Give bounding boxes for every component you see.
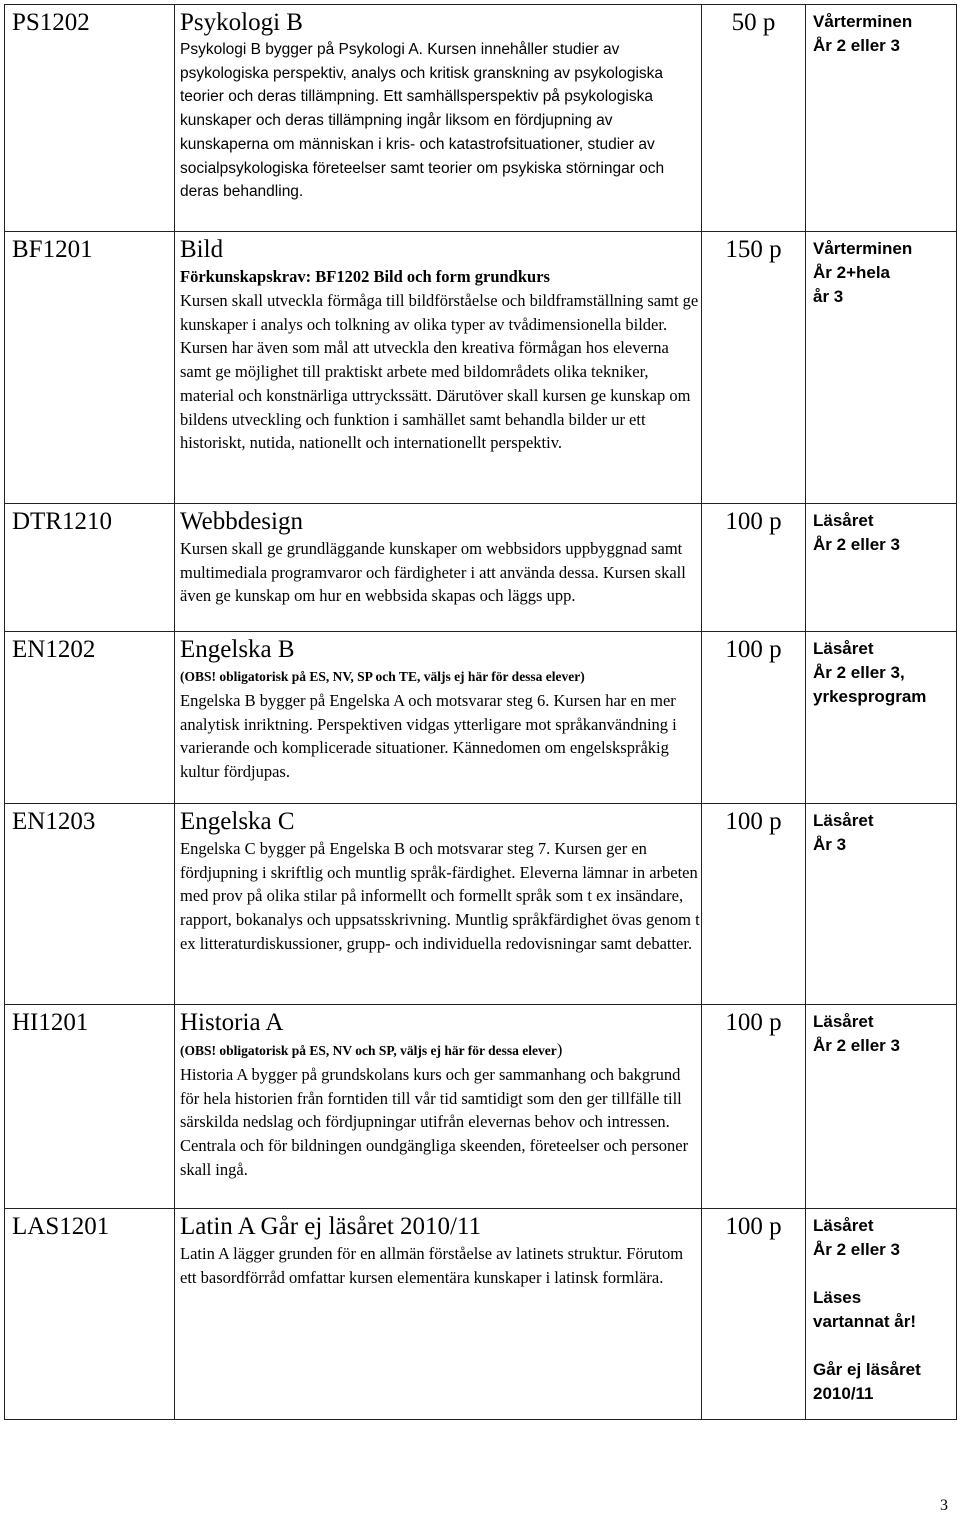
- course-title: Historia A: [180, 1009, 284, 1036]
- obs-note-text: (OBS! obligatorisk på ES, NV och SP, väljs ej här för dessa elever: [180, 1043, 557, 1058]
- course-description-cell: [175, 504, 702, 632]
- term-line: Läsåret: [813, 511, 874, 530]
- course-title: Bild: [180, 236, 224, 263]
- course-code-cell: [5, 232, 175, 504]
- term-line: År 3: [813, 835, 847, 854]
- term-line: Läsåret: [813, 1012, 874, 1031]
- course-title: Latin A Går ej läsåret 2010/11: [180, 1213, 482, 1240]
- course-title: Psykologi B: [180, 9, 303, 36]
- term-line: Vårterminen: [813, 12, 913, 31]
- page-number: 3: [940, 1497, 948, 1514]
- term-line: Läsåret: [813, 811, 874, 830]
- course-code: EN1202: [12, 636, 96, 663]
- course-code: BF1201: [12, 236, 93, 263]
- course-term-cell: [806, 1005, 957, 1209]
- course-description-cell: [175, 232, 702, 504]
- course-obs-note: [180, 1038, 701, 1063]
- course-points-cell: [702, 504, 806, 632]
- term-line: Läses: [813, 1288, 862, 1307]
- course-points-cell: [702, 5, 806, 232]
- course-points: 100 p: [725, 508, 782, 535]
- course-title: Engelska C: [180, 808, 295, 835]
- term-line: år 3: [813, 287, 844, 306]
- term-line: År 2+hela: [813, 263, 891, 282]
- course-description: Psykologi B bygger på Psykologi A. Kursen innehåller studier av psykologiska perspektiv, analys och kritisk granskning av psykologiska teorier och deras tillämpning. Ett samhällsperspektiv på psykologiska kunskaper och deras tillämpning ingår liksom en fördjupning av kunskaperna om människan i kris- och katastrofsituationer, studier av socialpsykologiska företeelser samt teorier om psykiska störningar och deras behandling.: [180, 41, 665, 201]
- course-description: Kursen skall utveckla förmåga till bildförståelse och bildframställning samt ge kunskaper i analys och tolkning av olika typer av tvådimensionella bilder. Kursen har även som mål att utveckla den kreativa förmågan hos eleverna samt ge möjlighet till praktiskt arbete med bildområdets olika tekniker, material och konstnärliga uttryckssätt. Därutöver skall kursen ge kunskap om bildens utveckling och funktion i samhället samt behandla bilder ur ett historiskt, nutida, nationellt och internationellt perspektiv.: [180, 291, 699, 453]
- course-points: 50 p: [731, 9, 776, 36]
- course-code-cell: [5, 632, 175, 804]
- term-line: År 2 eller 3,: [813, 663, 905, 682]
- course-term-cell: [806, 804, 957, 1005]
- course-points-cell: [702, 232, 806, 504]
- course-points: 100 p: [725, 1009, 782, 1036]
- course-row: [5, 1005, 957, 1209]
- course-points: 150 p: [725, 236, 782, 263]
- course-code-cell: [5, 1209, 175, 1420]
- term-line: Läsåret: [813, 1216, 874, 1235]
- term-line: 2010/11: [813, 1384, 874, 1403]
- course-code: DTR1210: [12, 508, 112, 535]
- course-description-cell: [175, 1209, 702, 1420]
- course-prerequisite: Förkunskapskrav: BF1202 Bild och form grundkurs: [180, 267, 550, 286]
- course-points-cell: [702, 1209, 806, 1420]
- course-term-cell: [806, 232, 957, 504]
- course-row: [5, 504, 957, 632]
- course-points: 100 p: [725, 808, 782, 835]
- course-points-cell: [702, 1005, 806, 1209]
- course-description-cell: [175, 1005, 702, 1209]
- course-description: Latin A lägger grunden för en allmän förståelse av latinets struktur. Förutom ett basordförråd omfattar kursen elementära kunskaper i latinsk formlära.: [180, 1244, 684, 1287]
- course-term-cell: [806, 504, 957, 632]
- course-code-cell: [5, 804, 175, 1005]
- course-row: [5, 5, 957, 232]
- course-points: 100 p: [725, 1213, 782, 1240]
- course-description: Engelska C bygger på Engelska B och motsvarar steg 7. Kursen ger en fördjupning i skriftlig och muntlig språk-färdighet. Eleverna lämnar in arbeten med prov på olika stilar på informellt och formellt språk som t ex insändare, rapport, bokanalys och uppsatsskrivning. Muntlig språkfärdighet övas genom t ex litteraturdiskussioner, grupp- och individuella redovisningar samt debatter.: [180, 839, 700, 953]
- course-description-cell: [175, 632, 702, 804]
- course-row: [5, 804, 957, 1005]
- course-description: Engelska B bygger på Engelska A och motsvarar steg 6. Kursen har en mer analytisk inriktning. Perspektiven vidgas ytterligare mot språkanvändning i varierande och komplicerade situationer. Kännedomen om engelskspråkig kultur fördjupas.: [180, 691, 677, 782]
- obs-note-close-paren: ): [556, 1040, 563, 1059]
- term-line: År 2 eller 3: [813, 1240, 900, 1259]
- term-spacer: [813, 1262, 956, 1286]
- course-table: [4, 4, 957, 1420]
- course-description: Kursen skall ge grundläggande kunskaper om webbsidors uppbyggnad samt multimediala programvaror och färdigheter i att använda dessa. Kursen skall även ge kunskap om hur en webbsida skapas och läggs upp.: [180, 539, 686, 606]
- course-code: EN1203: [12, 808, 96, 835]
- term-spacer: [813, 1334, 956, 1358]
- course-points-cell: [702, 804, 806, 1005]
- course-code: HI1201: [12, 1009, 89, 1036]
- course-code: LAS1201: [12, 1213, 110, 1240]
- term-line: Går ej läsåret: [813, 1360, 921, 1379]
- term-line: yrkesprogram: [813, 687, 927, 706]
- course-obs-note: (OBS! obligatorisk på ES, NV, SP och TE, väljs ej här för dessa elever): [180, 669, 585, 684]
- course-code-cell: [5, 1005, 175, 1209]
- course-code-cell: [5, 5, 175, 232]
- term-line: Läsåret: [813, 639, 874, 658]
- term-line: År 2 eller 3: [813, 36, 900, 55]
- course-title: Webbdesign: [180, 508, 303, 535]
- term-line: År 2 eller 3: [813, 535, 900, 554]
- course-title: Engelska B: [180, 636, 295, 663]
- course-code: PS1202: [12, 9, 90, 36]
- course-row: [5, 232, 957, 504]
- term-line: År 2 eller 3: [813, 1036, 900, 1055]
- course-description: Historia A bygger på grundskolans kurs och ger sammanhang och bakgrund för hela historien från forntiden till vår tid samtidigt som den ger tillfälle till särskilda nedslag och fördjupningar utifrån elevernas behov och intressen. Centrala och för bildningen oundgängliga skeenden, företeelser och personer skall ingå.: [180, 1065, 689, 1179]
- course-term-cell: [806, 5, 957, 232]
- course-row: [5, 1209, 957, 1420]
- course-description-cell: [175, 804, 702, 1005]
- course-row: [5, 632, 957, 804]
- course-term-cell: [806, 632, 957, 804]
- course-code-cell: [5, 504, 175, 632]
- term-line: vartannat år!: [813, 1312, 916, 1331]
- course-term-cell: [806, 1209, 957, 1420]
- course-points: 100 p: [725, 636, 782, 663]
- course-description-cell: [175, 5, 702, 232]
- term-line: Vårterminen: [813, 239, 913, 258]
- course-points-cell: [702, 632, 806, 804]
